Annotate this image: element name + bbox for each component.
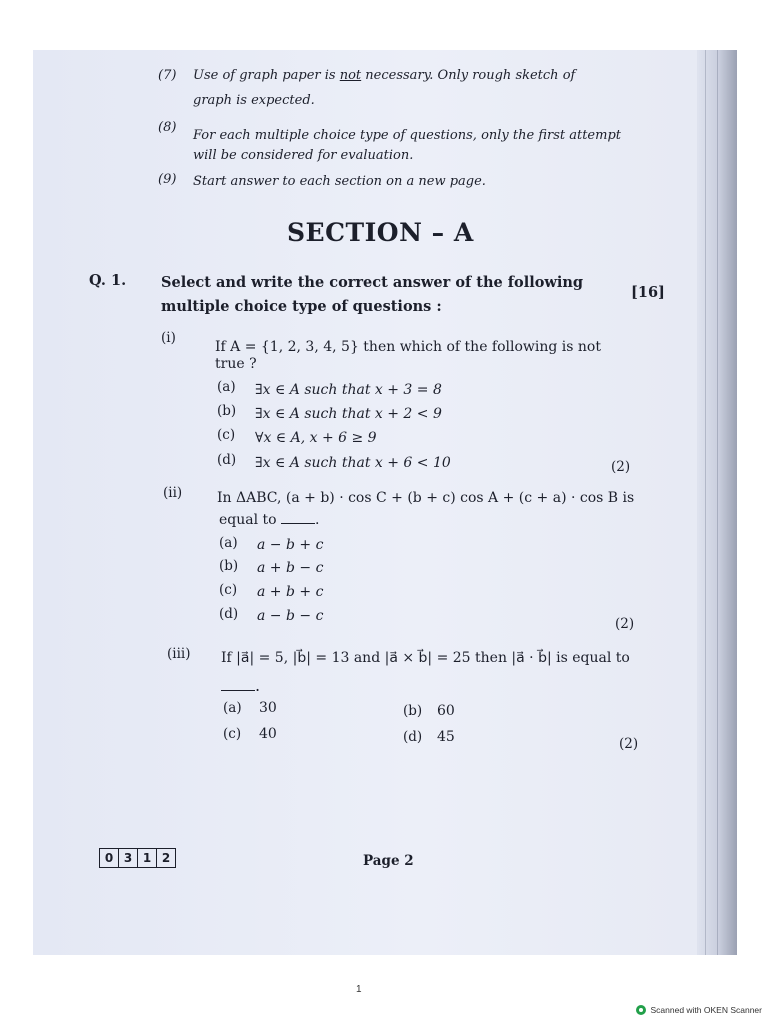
instruction-7-text: Use of graph paper is not necessary. Only rough sketch of — [193, 68, 576, 83]
option-label: (b) — [403, 703, 423, 719]
option-label: (c) — [219, 582, 238, 598]
option-text: ∃x ∈ A such that x + 3 = 8 — [255, 382, 442, 398]
option-text: ∃x ∈ A such that x + 2 < 9 — [255, 406, 442, 422]
option-label: (d) — [403, 729, 423, 745]
answer-blank — [281, 513, 315, 524]
option-text: 45 — [437, 729, 455, 745]
instruction-7-line2: graph is expected. — [193, 93, 315, 108]
question-heading-line2: multiple choice type of questions : — [161, 298, 442, 315]
code-digit: 2 — [161, 851, 171, 865]
option-label: (d) — [219, 606, 239, 622]
subquestion-text: In ΔABC, (a + b) · cos C + (b + c) cos A + (c + a) · cos B is — [217, 490, 635, 506]
instruction-9-number: (9) — [158, 172, 177, 187]
subquestion-text-line2: equal to . — [219, 512, 320, 528]
option-label: (a) — [217, 379, 236, 395]
option-label: (c) — [223, 726, 242, 742]
question-label: Q. 1. — [89, 272, 127, 289]
option-label: (a) — [219, 535, 238, 551]
section-title: SECTION – A — [287, 218, 474, 247]
scanner-text: Scanned with OKEN Scanner — [650, 1005, 762, 1015]
option-label: (d) — [217, 452, 237, 468]
code-digit: 1 — [138, 849, 157, 867]
subquestion-text-line2: true ? — [215, 356, 257, 372]
instruction-8-text: For each multiple choice type of questions, only the first attempt — [193, 128, 621, 143]
code-digit: 3 — [119, 849, 138, 867]
option-text: a − b − c — [257, 608, 324, 624]
option-label: (b) — [217, 403, 237, 419]
subquestion-marks: (2) — [619, 736, 639, 752]
option-text: 40 — [259, 726, 277, 742]
subquestion-number: (ii) — [163, 485, 183, 501]
question-marks: [16] — [631, 284, 665, 301]
subquestion-text: If |a⃗| = 5, |b⃗| = 13 and |a⃗ × b⃗| = 25 then |a⃗ · b⃗| is equal to — [221, 650, 630, 666]
option-text: ∀x ∈ A, x + 6 ≥ 9 — [255, 430, 377, 446]
instruction-7-number: (7) — [158, 68, 177, 83]
answer-blank: . — [221, 676, 260, 695]
option-text: a + b + c — [257, 584, 324, 600]
sheet-number: 1 — [356, 984, 362, 995]
instruction-8-number: (8) — [158, 120, 177, 135]
subquestion-number: (iii) — [167, 646, 191, 662]
page-label: Page 2 — [363, 853, 414, 869]
option-text: 30 — [259, 700, 277, 716]
option-text: 60 — [437, 703, 455, 719]
option-text: a + b − c — [257, 560, 324, 576]
instruction-9-text: Start answer to each section on a new page. — [193, 174, 486, 189]
scanned-page — [33, 50, 737, 955]
instruction-8-line2: will be considered for evaluation. — [193, 148, 414, 163]
question-heading-line1: Select and write the correct answer of the following — [161, 274, 584, 291]
scanner-logo-icon — [636, 1005, 646, 1015]
subquestion-marks: (2) — [611, 459, 631, 475]
paper-code-box — [99, 848, 176, 868]
option-text: ∃x ∈ A such that x + 6 < 10 — [255, 455, 451, 471]
subquestion-number: (i) — [161, 330, 176, 346]
page-edge — [697, 50, 737, 955]
option-label: (b) — [219, 558, 239, 574]
subquestion-text: If A = {1, 2, 3, 4, 5} then which of the following is not — [215, 339, 601, 355]
subquestion-marks: (2) — [615, 616, 635, 632]
option-text: a − b + c — [257, 537, 324, 553]
scanner-watermark — [636, 1005, 762, 1015]
code-digit: 0 — [100, 849, 119, 867]
option-label: (c) — [217, 427, 236, 443]
option-label: (a) — [223, 700, 242, 716]
